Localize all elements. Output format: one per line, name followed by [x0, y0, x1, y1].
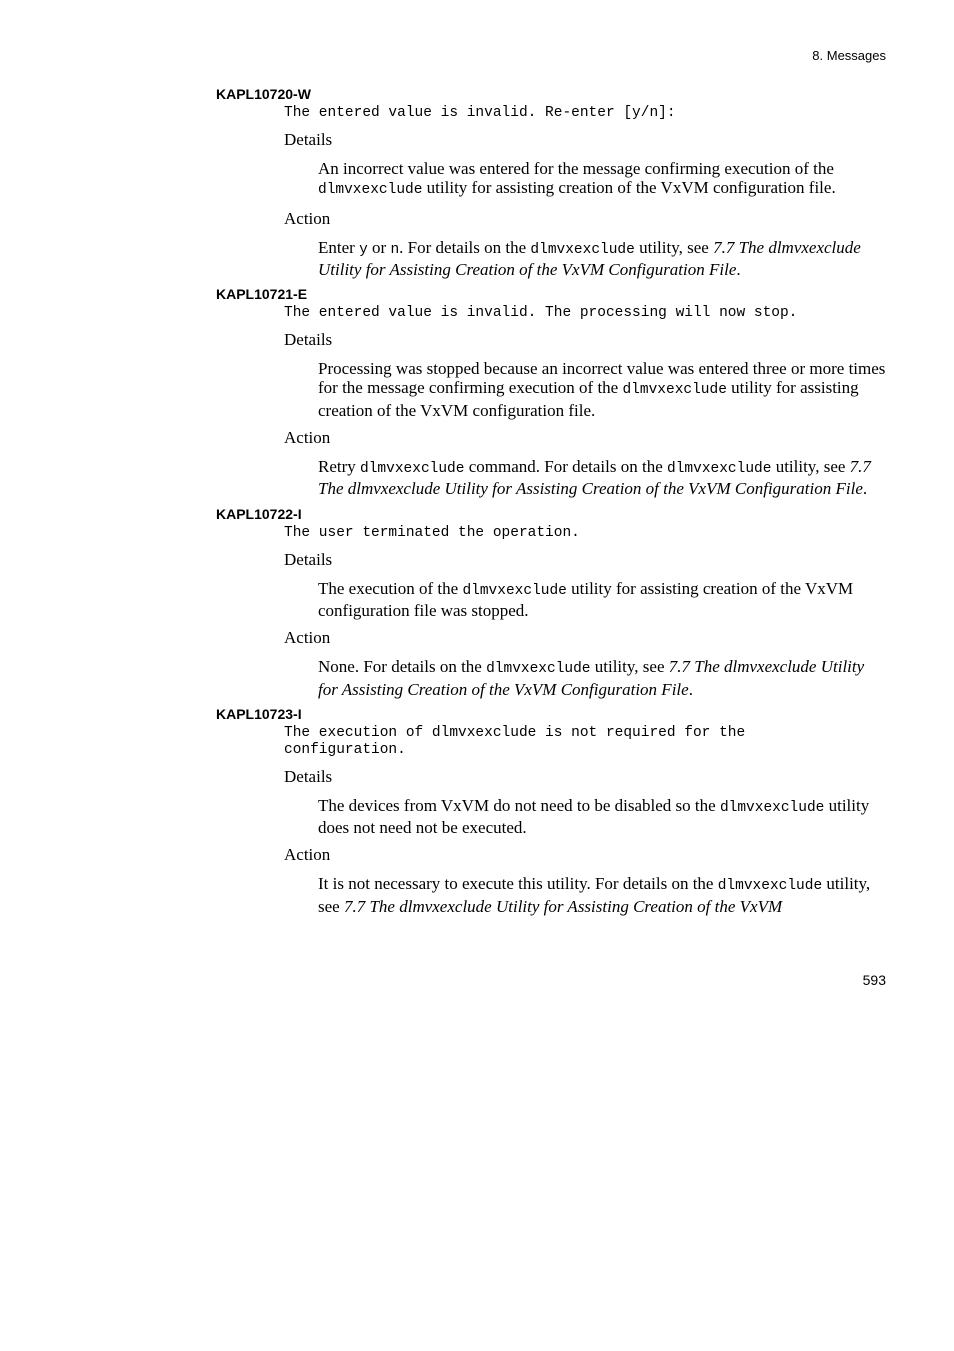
- utility-name: dlmvxexclude: [622, 382, 727, 399]
- details-label: Details: [284, 330, 333, 350]
- utility-name: dlmvxexclude: [717, 878, 823, 895]
- utility-name: dlmvxexclude: [530, 241, 635, 258]
- message-text: The entered value is invalid. Re-enter [y/n]:: [284, 105, 676, 121]
- message-entry: [216, 506, 886, 699]
- message-id: KAPL10720-W: [216, 86, 311, 102]
- message-entry: [216, 706, 886, 916]
- action-label: Action: [284, 628, 331, 648]
- utility-name: dlmvxexclude: [719, 799, 825, 816]
- running-header: 8. Messages: [812, 48, 886, 63]
- utility-name: dlmvxexclude: [667, 461, 772, 478]
- details-label: Details: [284, 766, 333, 786]
- details-label: Details: [284, 549, 333, 569]
- utility-name: dlmvxexclude: [462, 582, 567, 599]
- details-label: Details: [284, 130, 333, 149]
- section-reference-link[interactable]: 7.7 The dlmvxexclude Utility for Assisting Creation of the VxVM Configuration File: [318, 237, 861, 279]
- section-reference-link[interactable]: 7.7 The dlmvxexclude Utility for Assisting Creation of the VxVM Configuration File: [318, 657, 865, 699]
- utility-name: dlmvxexclude: [318, 182, 423, 199]
- message-list: [216, 86, 886, 923]
- details-text: An incorrect value was entered for the message confirming execution of the dlmvxexclude utility for assisting creation of the VxVM configuration file.: [318, 159, 836, 199]
- message-text: The user terminated the operation.: [284, 524, 580, 541]
- message-entry: [216, 86, 886, 279]
- details-text: The devices from VxVM do not need to be disabled so the dlmvxexclude utility does not need not be executed.: [318, 795, 870, 838]
- message-entry: [216, 286, 886, 498]
- key-n: n: [390, 241, 400, 258]
- action-text: None. For details on the dlmvxexclude utility, see 7.7 The dlmvxexclude Utility for Assisting Creation of the VxVM Configuration File.: [318, 657, 865, 699]
- message-text: The execution of dlmvxexclude is not required for the configuration.: [284, 724, 746, 758]
- utility-name: dlmvxexclude: [360, 461, 465, 478]
- section-reference-link[interactable]: 7.7 The dlmvxexclude Utility for Assisting Creation of the VxVM Configuration File: [318, 457, 871, 499]
- action-label: Action: [284, 845, 331, 865]
- action-label: Action: [284, 428, 331, 448]
- message-id: KAPL10721-E: [216, 286, 308, 303]
- action-text: Enter y or n. For details on the dlmvxexclude utility, see 7.7 The dlmvxexclude Utility for Assisting Creation of the VxVM Configuration File.: [318, 237, 861, 279]
- section-reference-link[interactable]: 7.7 The dlmvxexclude Utility for Assisting Creation of the VxVM: [343, 896, 783, 916]
- details-text: Processing was stopped because an incorrect value was entered three or more times for the message confirming execution of the dlmvxexclude utility for assisting creation of the VxVM configuration file.: [318, 359, 886, 420]
- message-id: KAPL10722-I: [216, 505, 302, 522]
- key-y: y: [359, 241, 368, 258]
- action-text: It is not necessary to execute this utility. For details on the dlmvxexclude utility, see 7.7 The dlmvxexclude Utility for Assisting Creation of the VxVM: [318, 874, 871, 916]
- message-text: The entered value is invalid. The processing will now stop.: [284, 305, 798, 322]
- utility-name: dlmvxexclude: [486, 661, 591, 678]
- action-text: Retry dlmvxexclude command. For details on the dlmvxexclude utility, see 7.7 The dlmvxexclude Utility for Assisting Creation of the VxVM Configuration File.: [318, 457, 871, 499]
- message-id: KAPL10723-I: [216, 705, 302, 722]
- details-text: The execution of the dlmvxexclude utility for assisting creation of the VxVM configuration file was stopped.: [318, 578, 854, 620]
- page-number: 593: [862, 972, 886, 988]
- action-label: Action: [284, 208, 331, 228]
